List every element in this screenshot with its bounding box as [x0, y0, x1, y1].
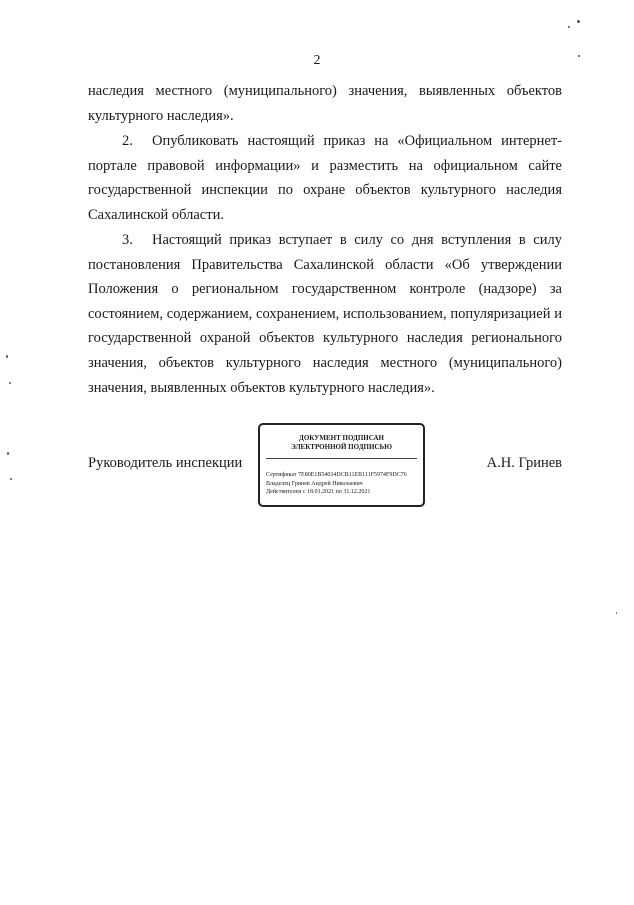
scan-speck	[6, 355, 8, 358]
scan-speck	[7, 452, 9, 455]
scan-speck	[10, 478, 12, 480]
stamp-title-line-2: ЭЛЕКТРОННОЙ ПОДПИСЬЮ	[291, 443, 392, 451]
paragraph-3-text: Настоящий приказ вступает в силу со дня вступления в силу постановления Правительства Сахалинской области «Об утверждении Положения о региональном государственном контроле (надзоре) за состоянием, содержанием, сохранением, использованием, популяризацией и государственной охраной объектов культурного наследия регионального значения, объектов культурного наследия местного (муниципального) значения, выявленных объектов культурного наследия».	[88, 232, 562, 396]
stamp-title-line-1: ДОКУМЕНТ ПОДПИСАН	[299, 434, 384, 442]
scan-speck	[577, 20, 580, 23]
stamp-divider	[266, 458, 417, 459]
signatory-name: А.Н. Гринев	[486, 455, 562, 471]
paragraph-2-text: Опубликовать настоящий приказ на «Официальном интернет-портале правовой информации» и разместить на официальном сайте государственной инспекции по охране объектов культурного наследия Сахалинской области.	[88, 133, 562, 223]
stamp-title	[260, 434, 423, 452]
scan-speck	[9, 382, 11, 384]
paragraph-2-number: 2.	[122, 133, 133, 149]
paragraph-2	[88, 129, 562, 227]
scan-speck	[578, 55, 580, 57]
stamp-validity: Действителен с 18.01.2021 по 31.12.2021	[266, 489, 371, 495]
page-number: 2	[313, 53, 321, 68]
scan-speck	[616, 612, 617, 614]
stamp-details	[266, 471, 407, 497]
signatory-position: Руководитель инспекции	[88, 455, 243, 471]
paragraph-continuation: наследия местного (муниципального) значения, выявленных объектов культурного наследия».	[88, 83, 562, 124]
scan-speck	[568, 26, 570, 28]
stamp-certificate: Сертификат 7E80E1B54034DCB11EB111F5974F9DC76	[266, 472, 407, 478]
paragraph-3-number: 3.	[122, 232, 133, 248]
paragraph-3	[88, 228, 562, 400]
stamp-owner: Владелец Гринев Андрей Николаевич	[266, 480, 363, 487]
electronic-signature-stamp	[258, 423, 425, 507]
